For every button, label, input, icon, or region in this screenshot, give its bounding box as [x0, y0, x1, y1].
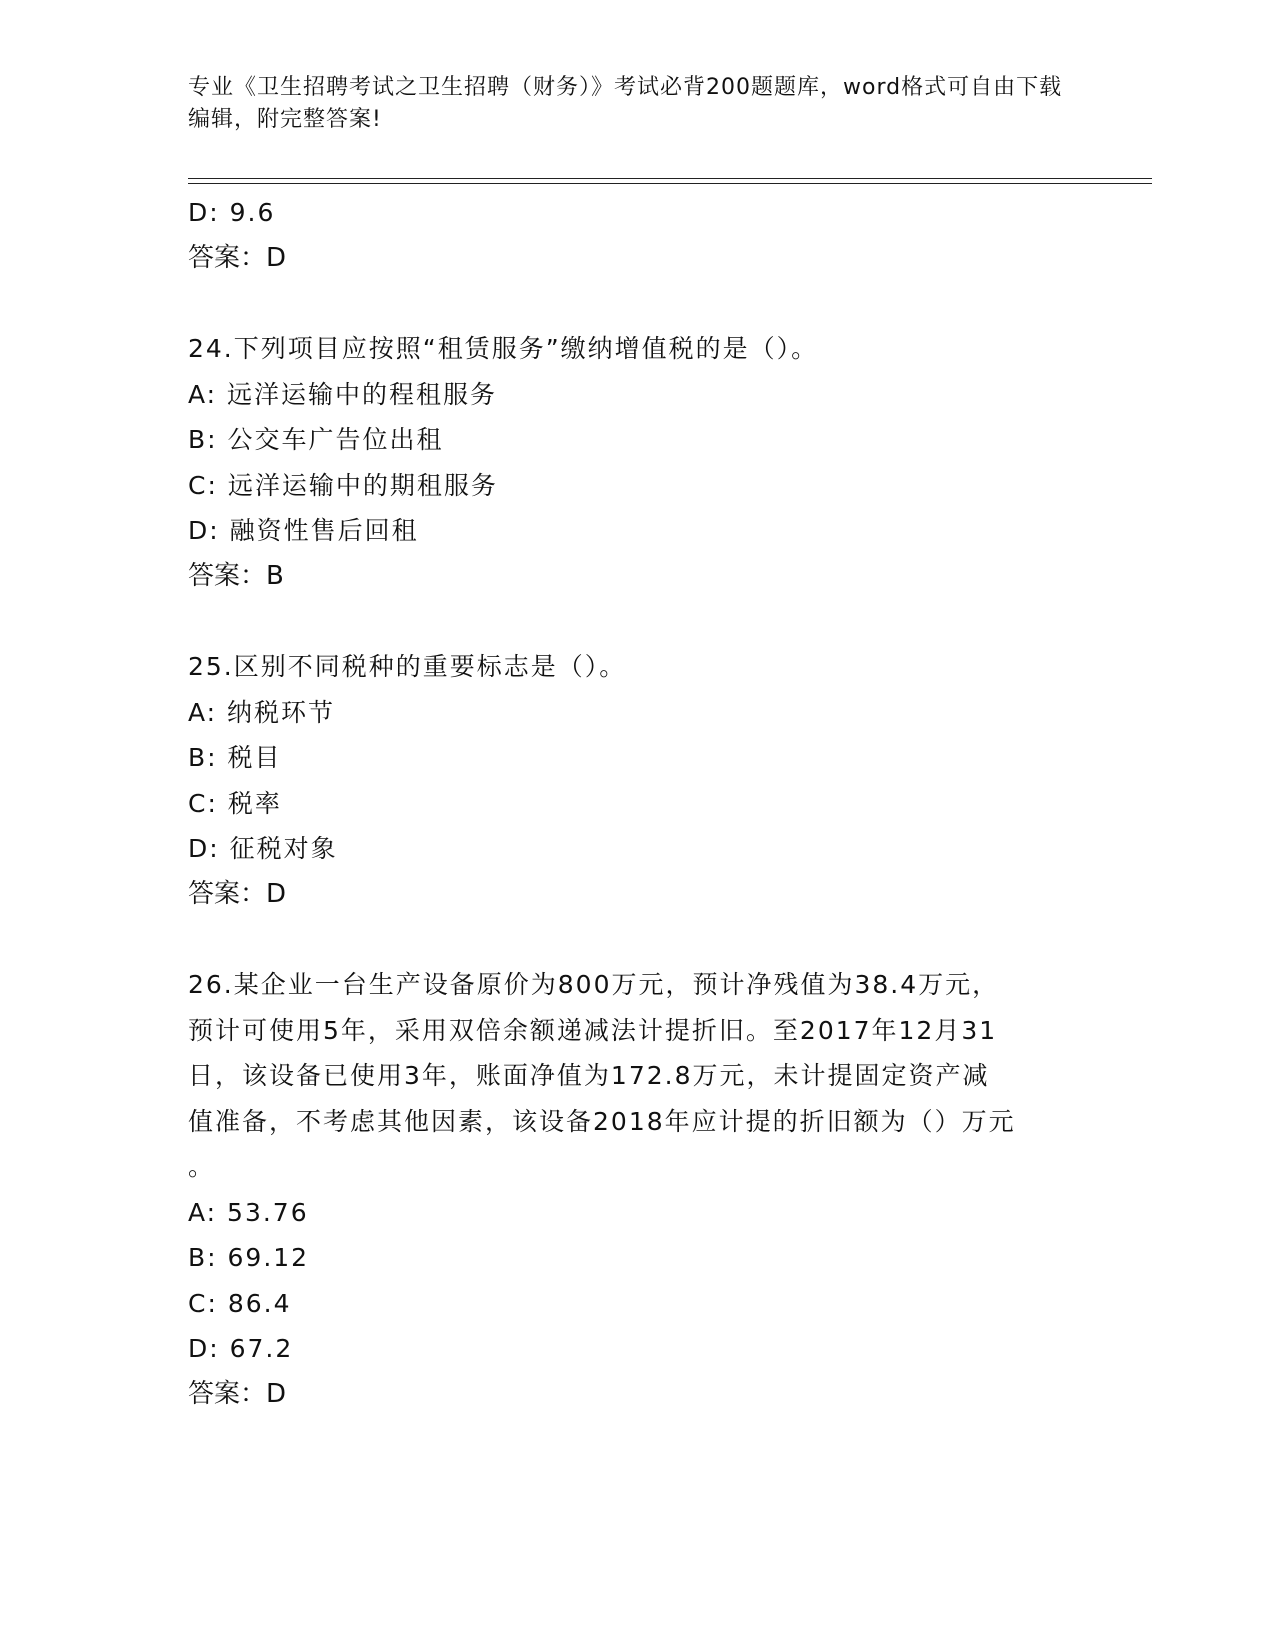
spacer	[188, 917, 1088, 962]
spacer	[188, 599, 1088, 644]
option-b: B: 69.12	[188, 1243, 310, 1272]
question-stem-line: 值准备，不考虑其他因素，该设备2018年应计提的折旧额为（）万元	[188, 1106, 1016, 1136]
document-header: 专业《卫生招聘考试之卫生招聘（财务）》考试必背200题题库，word格式可自由下载编辑，附完整答案!	[188, 75, 1063, 132]
option-d: D: 征税对象	[188, 834, 338, 863]
option-c: C: 税率	[188, 788, 282, 818]
question-stem-line: 26.某企业一台生产设备原价为800万元，预计净残值为38.4万元，	[188, 970, 1000, 999]
option-d: D: 融资性售后回租	[188, 516, 419, 545]
question-stem: 24.下列项目应按照“租赁服务”缴纳增值税的是（）。	[188, 334, 819, 363]
prev-answer: 答案：D	[188, 242, 287, 273]
spacer	[188, 281, 1088, 326]
option-a: A: 纳税环节	[188, 697, 336, 727]
question-stem-line: 。	[188, 1152, 216, 1181]
answer: 答案：D	[188, 878, 287, 909]
answer: 答案：B	[188, 560, 284, 591]
question-stem: 25.区别不同税种的重要标志是（）。	[188, 652, 627, 681]
option-b: B: 税目	[188, 743, 282, 772]
question-list	[188, 190, 1088, 1417]
question-stem-line: 日，该设备已使用3年，账面净值为172.8万元，未计提固定资产减	[188, 1061, 990, 1090]
option-c: C: 远洋运输中的期租服务	[188, 470, 498, 500]
question-26	[188, 962, 1088, 1417]
option-a: A: 远洋运输中的程租服务	[188, 379, 498, 409]
question-25	[188, 644, 1088, 917]
prev-option-d: D: 9.6	[188, 198, 276, 227]
option-d: D: 67.2	[188, 1334, 294, 1363]
header-divider-bottom	[188, 183, 1152, 184]
header-divider-top	[188, 178, 1152, 179]
question-stem-line: 预计可使用5年，采用双倍余额递减法计提折旧。至2017年12月31	[188, 1015, 998, 1045]
answer: 答案：D	[188, 1378, 287, 1409]
question-24	[188, 326, 1088, 599]
option-c: C: 86.4	[188, 1288, 292, 1318]
option-a: A: 53.76	[188, 1197, 309, 1227]
option-b: B: 公交车广告位出租	[188, 425, 444, 454]
